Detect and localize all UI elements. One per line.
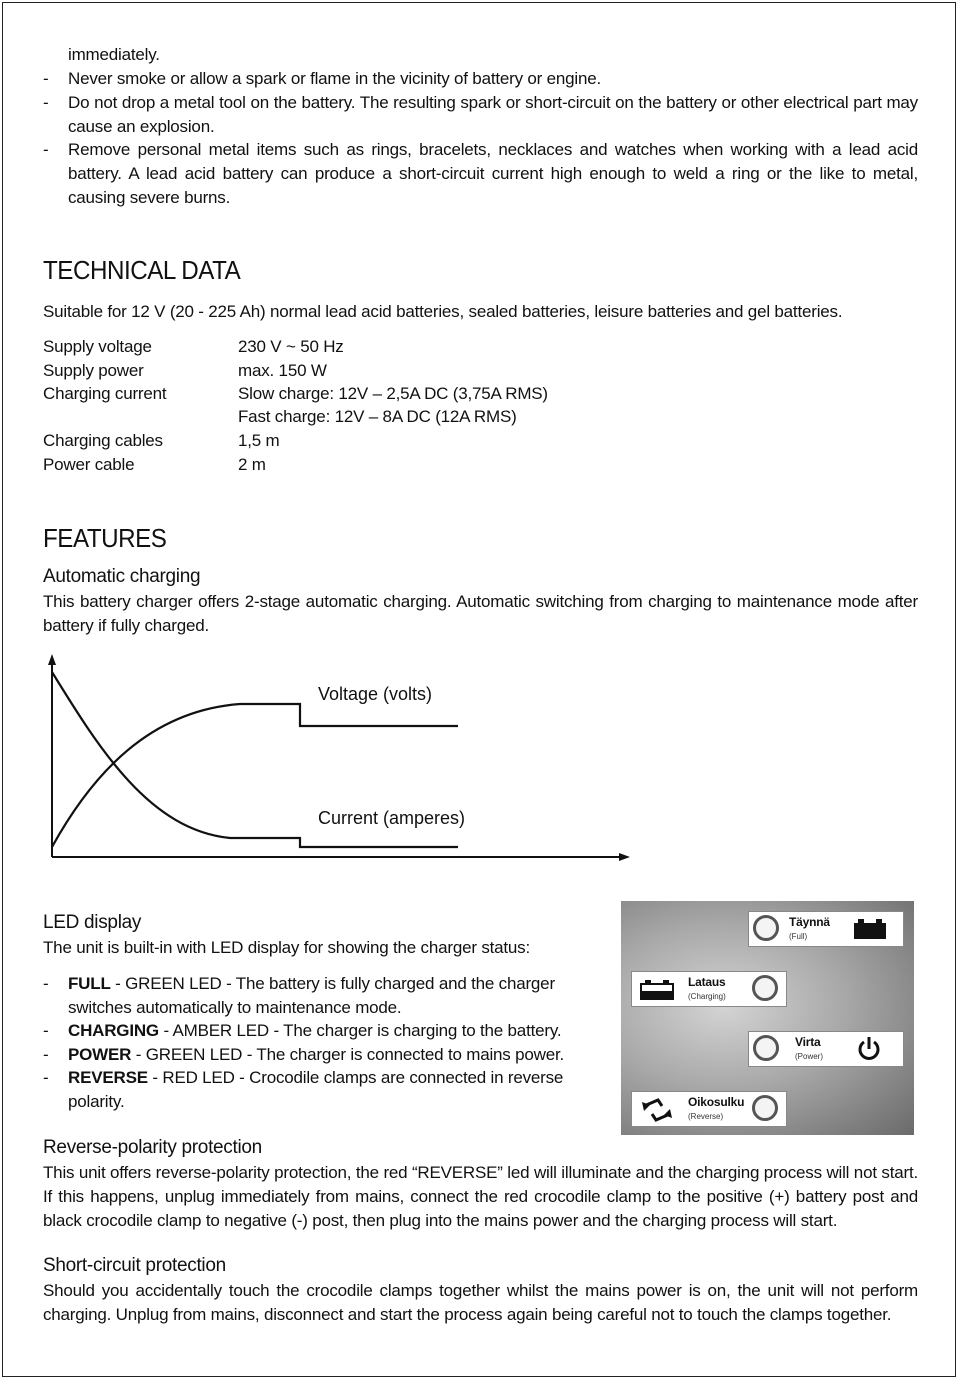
x-axis-arrow: [619, 853, 630, 861]
bullet-dash: -: [43, 93, 49, 112]
led-list-item: [43, 972, 583, 1020]
spec-value: 2 m: [238, 455, 266, 474]
safety-bullet: [43, 67, 918, 91]
bullet-dash: -: [43, 1021, 49, 1040]
battery-full-icon: [853, 918, 887, 940]
led-name: FULL: [68, 974, 111, 993]
led-desc: - RED LED - Crocodile clamps are connected in reverse polarity.: [68, 1068, 564, 1111]
current-label: Current (amperes): [318, 808, 466, 828]
y-axis-arrow: [48, 654, 56, 665]
full-label: Täynnä: [789, 915, 830, 929]
bullet-dash: -: [43, 69, 49, 88]
power-indicator: [748, 1031, 904, 1067]
reverse-polarity-text: This unit offers reverse-polarity protection, the red “REVERSE” led will illuminate and the charging process will not start. If this happens, unplug immediately from mains, connect the red crocodile clamp to the positive (+) battery post and black crocodile clamp to negative (-) post, then plug into the mains power and the charging process will start.: [43, 1163, 918, 1230]
charging-indicator: [631, 971, 787, 1007]
battery-charging-icon: [640, 979, 674, 1001]
led-name: REVERSE: [68, 1068, 148, 1087]
led-panel-image: [621, 901, 914, 1135]
spec-label: Supply power: [43, 361, 144, 380]
safety-bullet-text: Never smoke or allow a spark or flame in the vicinity of battery or engine.: [68, 69, 602, 88]
reverse-indicator: [631, 1091, 787, 1127]
technical-intro: Suitable for 12 V (20 - 225 Ah) normal lead acid batteries, sealed batteries, leisure batteries and gel batteries.: [43, 302, 843, 321]
automatic-charging-title: Automatic charging: [43, 566, 201, 587]
reverse-polarity-icon: [640, 1096, 674, 1124]
led-name: CHARGING: [68, 1021, 159, 1040]
charging-sublabel: (Charging): [688, 992, 726, 1001]
spec-value: Fast charge: 12V – 8A DC (12A RMS): [238, 407, 517, 426]
short-circuit-title: Short-circuit protection: [43, 1255, 226, 1276]
safety-bullet: [43, 138, 918, 210]
spec-label: Power cable: [43, 455, 135, 474]
safety-bullet: [43, 91, 918, 139]
features-heading: FEATURES: [43, 523, 167, 553]
bullet-dash: -: [43, 1045, 49, 1064]
led-desc: - GREEN LED - The battery is fully charged and the charger switches automatically to maintenance mode.: [68, 974, 555, 1017]
power-led: [753, 1035, 779, 1061]
spec-value: 1,5 m: [238, 431, 280, 450]
reverse-led: [752, 1095, 778, 1121]
bullet-dash: -: [43, 140, 49, 159]
safety-bullet-text: Remove personal metal items such as rings, bracelets, necklaces and watches when working with a lead acid battery. A lead acid battery can produce a short-circuit current high enough to weld a ring or the like to metal, causing severe burns.: [68, 140, 918, 207]
led-display-title: LED display: [43, 912, 142, 933]
led-list-item: [43, 1019, 583, 1043]
spec-label: Charging cables: [43, 431, 163, 450]
reverse-label: Oikosulku: [688, 1095, 745, 1109]
led-list-item: [43, 1043, 583, 1067]
full-led: [753, 915, 779, 941]
led-desc: - AMBER LED - The charger is charging to the battery.: [158, 1021, 562, 1040]
full-sublabel: (Full): [789, 932, 808, 941]
reverse-sublabel: (Reverse): [688, 1112, 724, 1121]
charging-label: Lataus: [688, 975, 726, 989]
technical-data-heading: TECHNICAL DATA: [43, 255, 241, 285]
power-label: Virta: [795, 1035, 821, 1049]
led-desc: - GREEN LED - The charger is connected to mains power.: [131, 1045, 565, 1064]
reverse-polarity-title: Reverse-polarity protection: [43, 1137, 262, 1158]
led-name: POWER: [68, 1045, 132, 1064]
spec-label: Supply voltage: [43, 337, 152, 356]
bullet-dash: -: [43, 974, 49, 993]
automatic-charging-text: This battery charger offers 2-stage automatic charging. Automatic switching from charging to maintenance mode after battery if fully charged.: [43, 592, 918, 635]
bullet-dash: -: [43, 1068, 49, 1087]
spec-value: Slow charge: 12V – 2,5A DC (3,75A RMS): [238, 384, 548, 403]
short-circuit-text: Should you accidentally touch the crocodile clamps together whilst the mains power is on, the unit will not perform charging. Unplug from mains, disconnect and start the process again being careful not to touch the clamps together.: [43, 1281, 918, 1324]
voltage-label: Voltage (volts): [318, 684, 433, 704]
intro-continuation: immediately.: [68, 45, 160, 64]
led-display-intro: The unit is built-in with LED display for showing the charger status:: [43, 938, 530, 957]
spec-label: Charging current: [43, 384, 167, 403]
power-icon: [855, 1035, 883, 1063]
full-indicator: [748, 911, 904, 947]
led-list-item: [43, 1066, 583, 1114]
power-sublabel: (Power): [795, 1052, 824, 1061]
charging-curve-diagram: [40, 650, 640, 865]
charging-led: [752, 975, 778, 1001]
spec-value: max. 150 W: [238, 361, 327, 380]
spec-value: 230 V ~ 50 Hz: [238, 337, 344, 356]
safety-bullet-text: Do not drop a metal tool on the battery. The resulting spark or short-circuit on the battery or other electrical part may cause an explosion.: [68, 93, 918, 136]
